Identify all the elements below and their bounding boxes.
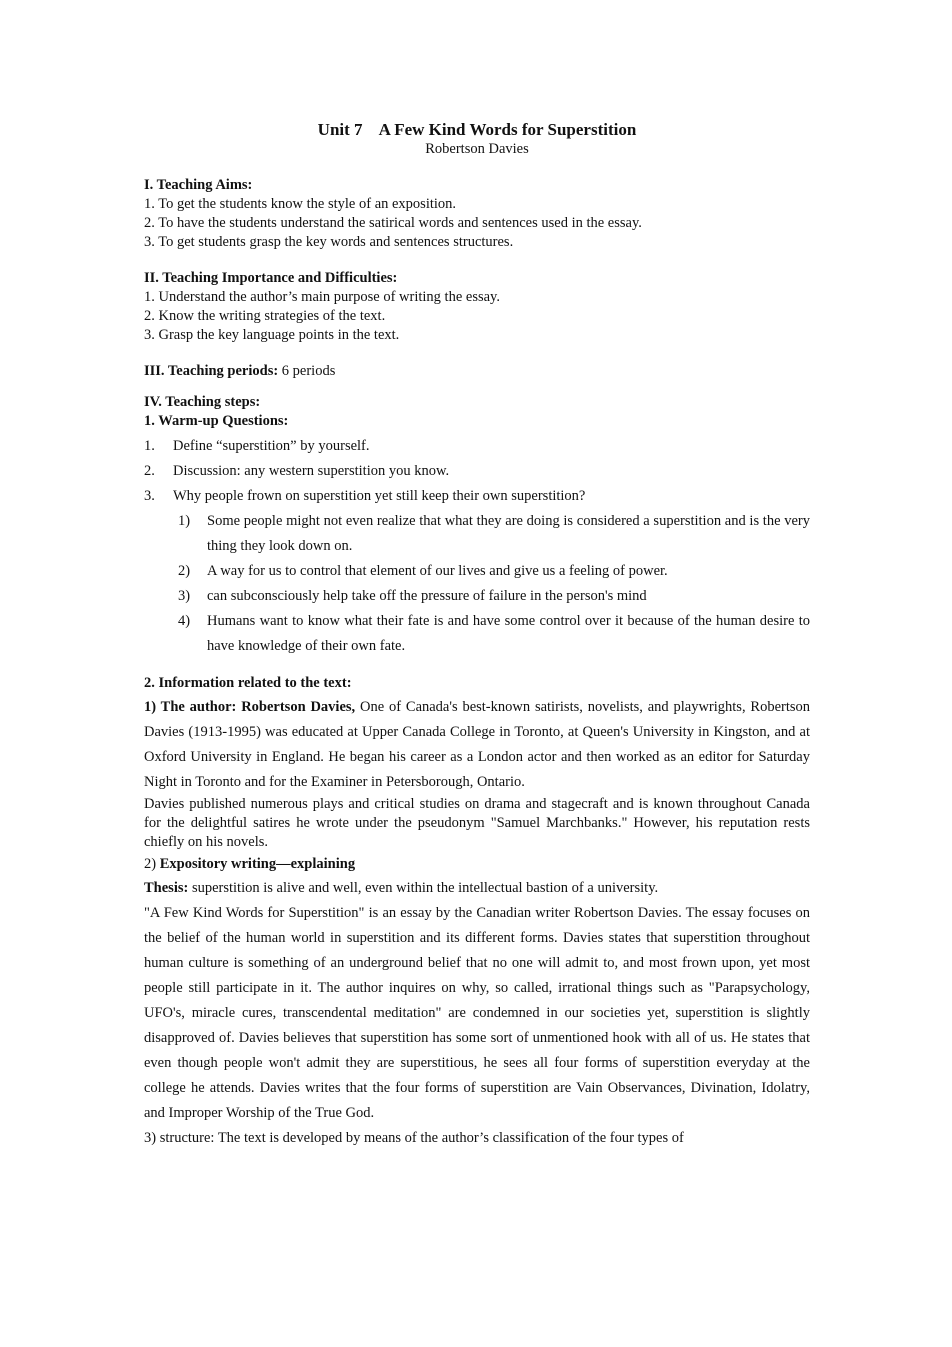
author-text: One of Canada's best-known satirists, novelists, and playwrights, Robertson Davies (1913-1995) was educated at Upper Canada College in Toronto, at Queen's University in Kingston, and at Oxford University in England. He began his career as a London actor and then worked as an editor for Saturday Night in Toronto and for the Examiner in Petersborough, Ontario.: [144, 699, 810, 790]
aims-item: 3. To get students grasp the key words and sentences structures.: [144, 234, 514, 250]
author-byline: Robertson Davies: [425, 141, 529, 157]
question-item: 3. Why people frown on superstition yet still keep their own superstition?: [144, 488, 586, 504]
answer-item: 3) can subconsciously help take off the pressure of failure in the person's mind: [178, 588, 647, 604]
structure-line: 3) structure: The text is developed by means of the author’s classification of the four types of: [144, 1130, 684, 1146]
periods-value: 6 periods: [278, 363, 336, 379]
importance-item: 2. Know the writing strategies of the text.: [144, 308, 386, 324]
question-item: 1. Define “superstition” by yourself.: [144, 438, 370, 454]
answer-item: 1) Some people might not even realize that what they are doing is considered a superstition and is the very thing they look down on.: [178, 513, 810, 554]
expository-line: 2) Expository writing—explaining: [144, 856, 356, 872]
aims-heading: I. Teaching Aims:: [144, 177, 253, 193]
importance-item: 1. Understand the author’s main purpose of writing the essay.: [144, 289, 500, 305]
thesis-label: Thesis:: [144, 880, 189, 896]
expository-label: Expository writing—explaining: [159, 856, 356, 872]
importance-heading: II. Teaching Importance and Difficulties:: [144, 270, 398, 286]
answer-item: 2) A way for us to control that element of our lives and give us a feeling of power.: [178, 563, 668, 579]
warmup-heading: 1. Warm-up Questions:: [144, 413, 289, 429]
essay-paragraph: "A Few Kind Words for Superstition" is an essay by the Canadian writer Robertson Davies. The essay focuses on the belief of the human world in superstition and its different forms. Davies states that superstition throughout human culture is something of an underground belief that no one will admit to, and most frown upon, yet most people still participate in it. The author inquires on why, so called, irrational things such as "Parapsychology, UFO's, miracle cures, transcendental meditation" are condemned in our societies yet, superstition is slightly disapproved of. Davies believes that superstition has some sort of unmentioned hook with all of us. He states that even though people won't admit they are superstitious, he sees all four forms of superstition everyday at the college he attends. Davies writes that the four forms of superstition are Vain Observances, Divination, Idolatry, and Improper Worship of the True God.: [144, 905, 810, 1121]
thesis-text: superstition is alive and well, even within the intellectual bastion of a university.: [188, 880, 659, 896]
author-paragraph-2: Davies published numerous plays and critical studies on drama and stagecraft and is known throughout Canada for the delightful satires he wrote under the pseudonym "Samuel Marchbanks." However, his reputation rests chiefly on his novels.: [144, 796, 810, 850]
periods-line: [144, 362, 810, 381]
unit-title: Unit 7 A Few Kind Words for Superstition: [317, 120, 637, 139]
answer-item: 4) Humans want to know what their fate is and have some control over it because of the human desire to have knowledge of their own fate.: [178, 613, 810, 654]
author-label: 1) The author: Robertson Davies,: [144, 699, 356, 715]
importance-item: 3. Grasp the key language points in the text.: [144, 327, 400, 343]
aims-item: 2. To have the students understand the satirical words and sentences used in the essay.: [144, 215, 642, 231]
steps-heading: IV. Teaching steps:: [144, 394, 261, 410]
question-item: 2. Discussion: any western superstition you know.: [144, 463, 450, 479]
document-page: [144, 120, 810, 1151]
author-paragraph: [144, 695, 810, 795]
periods-heading: III. Teaching periods:: [144, 363, 279, 379]
info-heading: 2. Information related to the text:: [144, 675, 352, 691]
aims-item: 1. To get the students know the style of an exposition.: [144, 196, 457, 212]
thesis-line: [144, 876, 810, 901]
